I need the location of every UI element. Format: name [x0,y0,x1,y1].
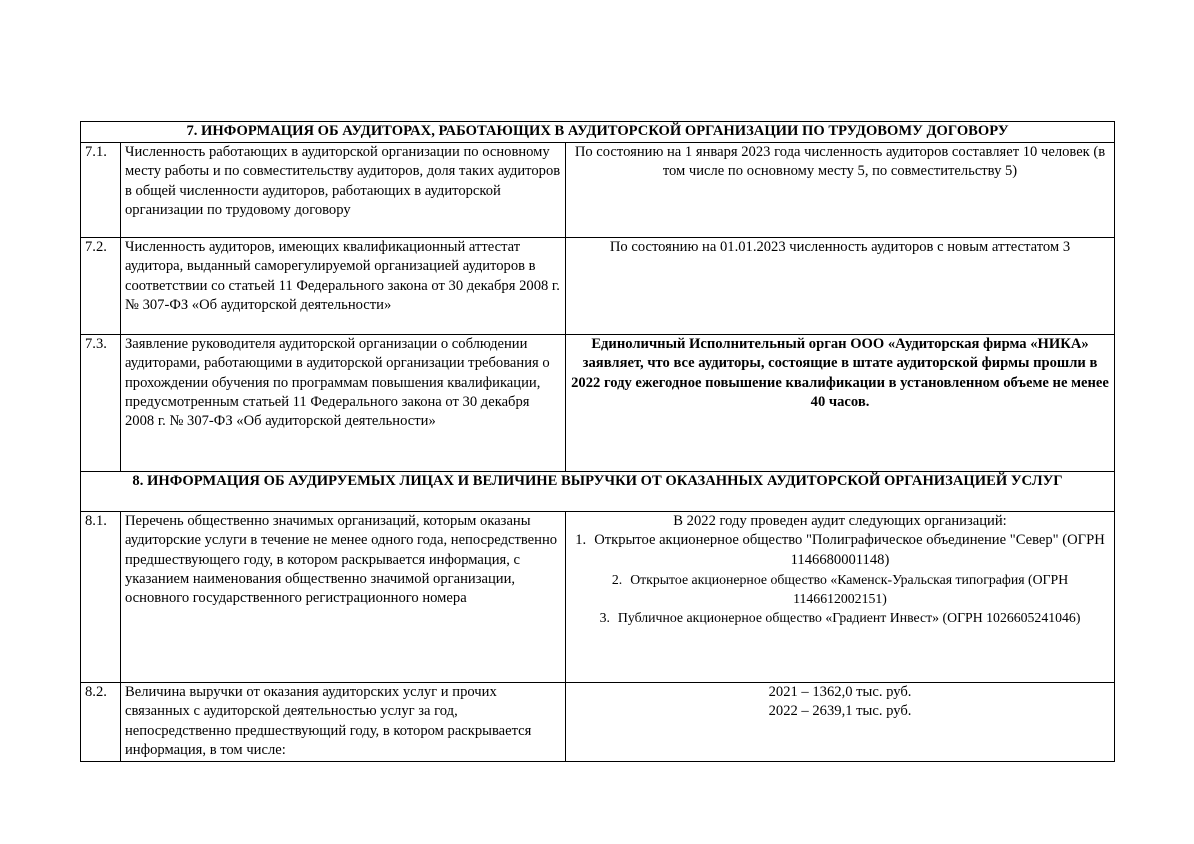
row-question: Перечень общественно значимых организаций, которым оказаны аудиторские услуги в течение не менее одного года, непосредственно предшествующего году, в котором раскрывается информация, с указанием наименования общественно значимой организации, основного государственного регистрационного номера [121,512,566,683]
audited-orgs-intro: В 2022 году проведен аудит следующих организаций: [673,513,1007,529]
row-number: 8.1. [81,512,121,683]
row-answer: По состоянию на 01.01.2023 численность аудиторов с новым аттестатом 3 [566,238,1115,335]
revenue-cell [566,683,1115,762]
section-8-title: 8. ИНФОРМАЦИЯ ОБ АУДИРУЕМЫХ ЛИЦАХ И ВЕЛИЧИНЕ ВЫРУЧКИ ОТ ОКАЗАННЫХ АУДИТОРСКОЙ ОРГАНИЗАЦИЕЙ УСЛУГ [81,472,1115,512]
table-row [81,683,1115,762]
section-8-header-row [81,472,1115,512]
row-question: Численность аудиторов, имеющих квалификационный аттестат аудитора, выданный саморегулируемой организацией аудиторов в соответствии со статьей 11 Федерального закона от 30 декабря 2008 г. № 307-ФЗ «Об аудиторской деятельности» [121,238,566,335]
section-7-header-row [81,122,1115,143]
disclosure-table [80,121,1115,762]
row-number: 7.2. [81,238,121,335]
list-item: 3. Публичное акционерное общество «Градиент Инвест» (ОГРН 1026605241046) [599,610,1081,626]
table-row [81,335,1115,472]
audited-orgs-cell [566,512,1115,683]
table-row [81,143,1115,238]
table-row [81,238,1115,335]
list-item: 2. Открытое акционерное общество «Каменск-Уральская типография (ОГРН 1146612002151) [611,571,1069,607]
row-number: 7.3. [81,335,121,472]
revenue-2021: 2021 – 1362,0 тыс. руб. [768,684,912,700]
row-number: 8.2. [81,683,121,762]
row-question: Величина выручки от оказания аудиторских услуг и прочих связанных с аудиторской деятельностью услуг за год, непосредственно предшествующий году, в котором раскрывается информация, в том числе: [121,683,566,762]
row-answer: Единоличный Исполнительный орган ООО «Аудиторская фирма «НИКА» заявляет, что все аудиторы, состоящие в штате аудиторской фирмы прошли в 2022 году ежегодное повышение квалификации в установленном объеме не менее 40 часов. [566,335,1115,472]
section-7-title: 7. ИНФОРМАЦИЯ ОБ АУДИТОРАХ, РАБОТАЮЩИХ В АУДИТОРСКОЙ ОРГАНИЗАЦИИ ПО ТРУДОВОМУ ДОГОВОРУ [81,122,1115,143]
row-question: Заявление руководителя аудиторской организации о соблюдении аудиторами, работающими в аудиторской организации требования о прохождении обучения по программам повышения квалификации, предусмотренным статьей 11 Федерального закона от 30 декабря 2008 г. № 307-ФЗ «Об аудиторской деятельности» [121,335,566,472]
table-row [81,512,1115,683]
row-question: Численность работающих в аудиторской организации по основному месту работы и по совместительству аудиторов, доля таких аудиторов в общей численности аудиторов, работающих в аудиторской организации по трудовому договору [121,143,566,238]
revenue-2022: 2022 – 2639,1 тыс. руб. [768,703,912,720]
list-item: 1. Открытое акционерное общество "Полиграфическое объединение "Север" (ОГРН 1146680001148) [575,532,1105,568]
row-number: 7.1. [81,143,121,238]
row-answer: По состоянию на 1 января 2023 года численность аудиторов составляет 10 человек (в том числе по основному месту 5, по совместительству 5) [566,143,1115,238]
